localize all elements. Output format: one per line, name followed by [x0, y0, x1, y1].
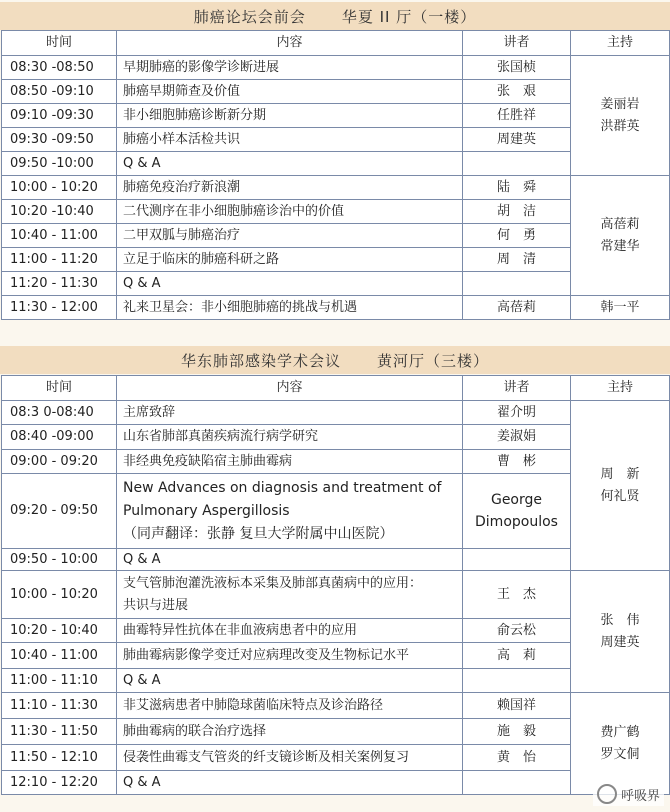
row-speaker: 高 莉	[463, 643, 571, 669]
row-time: 09:30 -09:50	[2, 128, 117, 152]
table-row	[2, 128, 670, 152]
row-time: 10:40 - 11:00	[2, 224, 117, 248]
row-speaker: 赖国祥	[463, 693, 571, 719]
header-content: 内容	[117, 376, 463, 401]
header-content: 内容	[117, 31, 463, 56]
row-time: 08:40 -09:00	[2, 425, 117, 450]
row-content: New Advances on diagnosis and treatment of Pulmonary Aspergillosis （同声翻译：张静 复旦大学附属中山医院）	[117, 474, 463, 549]
row-speaker: 何 勇	[463, 224, 571, 248]
row-content: 肺癌免疫治疗新浪潮	[117, 176, 463, 200]
row-time: 11:20 - 11:30	[2, 272, 117, 296]
table-row	[2, 200, 670, 224]
host-cell: 高蓓莉 常建华	[571, 176, 670, 296]
row-speaker: 王 杰	[463, 571, 571, 619]
row-speaker: 曹 彬	[463, 450, 571, 474]
row-speaker: 任胜祥	[463, 104, 571, 128]
section1-table	[1, 30, 670, 320]
section2-banner	[0, 346, 670, 374]
row-content: 肺曲霉病影像学变迁对应病理改变及生物标记水平	[117, 643, 463, 669]
host-cell: 周 新 何礼贤	[571, 401, 670, 571]
row-time: 10:20 -10:40	[2, 200, 117, 224]
row-time: 11:50 - 12:10	[2, 745, 117, 771]
row-speaker: 周 清	[463, 248, 571, 272]
table-row	[2, 771, 670, 795]
header-speaker: 讲者	[463, 31, 571, 56]
row-content: 曲霉特异性抗体在非血液病患者中的应用	[117, 619, 463, 643]
table-row	[2, 56, 670, 80]
row-speaker	[463, 669, 571, 693]
table-row	[2, 296, 670, 320]
table-header	[2, 376, 670, 401]
row-speaker: George Dimopoulos	[463, 474, 571, 549]
row-time: 09:00 - 09:20	[2, 450, 117, 474]
row-content: 肺癌早期筛查及价值	[117, 80, 463, 104]
row-speaker: 周建英	[463, 128, 571, 152]
row-time: 08:50 -09:10	[2, 80, 117, 104]
row-time: 11:00 - 11:10	[2, 669, 117, 693]
row-content: 非艾滋病患者中肺隐球菌临床特点及诊治路径	[117, 693, 463, 719]
section1-title: 肺癌论坛会前会	[193, 7, 306, 26]
row-speaker: 施 毅	[463, 719, 571, 745]
row-time: 11:30 - 12:00	[2, 296, 117, 320]
table-row	[2, 719, 670, 745]
row-speaker: 高蓓莉	[463, 296, 571, 320]
row-speaker: 陆 舜	[463, 176, 571, 200]
host-cell: 张 伟 周建英	[571, 571, 670, 693]
row-time: 11:10 - 11:30	[2, 693, 117, 719]
table-row	[2, 549, 670, 571]
section2-table	[1, 375, 670, 795]
header-host: 主持	[571, 31, 670, 56]
row-content: 礼来卫星会：非小细胞肺癌的挑战与机遇	[117, 296, 463, 320]
host-cell: 费广鹤 罗文侗	[571, 693, 670, 795]
row-time: 10:20 - 10:40	[2, 619, 117, 643]
row-speaker: 黄 怡	[463, 745, 571, 771]
row-speaker: 俞云松	[463, 619, 571, 643]
table-row	[2, 248, 670, 272]
row-speaker	[463, 771, 571, 795]
row-content: 山东省肺部真菌疾病流行病学研究	[117, 425, 463, 450]
row-speaker: 张 艰	[463, 80, 571, 104]
watermark	[593, 782, 664, 806]
table-row	[2, 474, 670, 549]
table-row	[2, 571, 670, 619]
section1-banner	[0, 2, 670, 30]
row-content: 肺曲霉病的联合治疗选择	[117, 719, 463, 745]
table-row	[2, 745, 670, 771]
row-content: Q & A	[117, 272, 463, 296]
row-time: 09:50 -10:00	[2, 152, 117, 176]
table-row	[2, 104, 670, 128]
row-time: 09:20 - 09:50	[2, 474, 117, 549]
row-content: 非小细胞肺癌诊断新分期	[117, 104, 463, 128]
section1-venue: 华夏 II 厅（一楼）	[341, 7, 477, 26]
row-content: 早期肺癌的影像学诊断进展	[117, 56, 463, 80]
table-row	[2, 224, 670, 248]
host-cell: 韩一平	[571, 296, 670, 320]
row-time: 09:10 -09:30	[2, 104, 117, 128]
row-content: 非经典免疫缺陷宿主肺曲霉病	[117, 450, 463, 474]
wechat-icon	[597, 784, 617, 804]
row-content: Q & A	[117, 771, 463, 795]
table-row	[2, 401, 670, 425]
row-content: Q & A	[117, 669, 463, 693]
row-content: Q & A	[117, 152, 463, 176]
header-host: 主持	[571, 376, 670, 401]
header-speaker: 讲者	[463, 376, 571, 401]
row-time: 08:30 -08:50	[2, 56, 117, 80]
row-time: 11:00 - 11:20	[2, 248, 117, 272]
row-speaker: 翟介明	[463, 401, 571, 425]
table-header	[2, 31, 670, 56]
section2-venue: 黄河厅（三楼）	[377, 351, 490, 370]
row-content: 支气管肺泡灌洗液标本采集及肺部真菌病中的应用： 共识与进展	[117, 571, 463, 619]
row-content: 肺癌小样本活检共识	[117, 128, 463, 152]
row-time: 08:3 0-08:40	[2, 401, 117, 425]
row-speaker	[463, 272, 571, 296]
row-content: 立足于临床的肺癌科研之路	[117, 248, 463, 272]
row-speaker: 胡 洁	[463, 200, 571, 224]
header-time: 时间	[2, 31, 117, 56]
table-row	[2, 669, 670, 693]
table-row	[2, 643, 670, 669]
host-cell: 姜丽岩 洪群英	[571, 56, 670, 176]
row-time: 09:50 - 10:00	[2, 549, 117, 571]
row-time: 10:00 - 10:20	[2, 176, 117, 200]
row-content: Q & A	[117, 549, 463, 571]
table-row	[2, 272, 670, 296]
section2-title: 华东肺部感染学术会议	[180, 351, 341, 370]
row-time: 10:00 - 10:20	[2, 571, 117, 619]
table-row	[2, 80, 670, 104]
table-row	[2, 425, 670, 450]
table-row	[2, 693, 670, 719]
row-content: 二代测序在非小细胞肺癌诊治中的价值	[117, 200, 463, 224]
row-time: 12:10 - 12:20	[2, 771, 117, 795]
row-speaker: 姜淑娟	[463, 425, 571, 450]
table-row	[2, 619, 670, 643]
watermark-text: 呼吸界	[620, 788, 660, 804]
table-row	[2, 176, 670, 200]
row-content: 主席致辞	[117, 401, 463, 425]
header-time: 时间	[2, 376, 117, 401]
table-row	[2, 152, 670, 176]
table-row	[2, 450, 670, 474]
row-content: 侵袭性曲霉支气管炎的纤支镜诊断及相关案例复习	[117, 745, 463, 771]
row-speaker	[463, 549, 571, 571]
row-speaker	[463, 152, 571, 176]
row-time: 10:40 - 11:00	[2, 643, 117, 669]
row-content: 二甲双胍与肺癌治疗	[117, 224, 463, 248]
row-speaker: 张国桢	[463, 56, 571, 80]
row-time: 11:30 - 11:50	[2, 719, 117, 745]
